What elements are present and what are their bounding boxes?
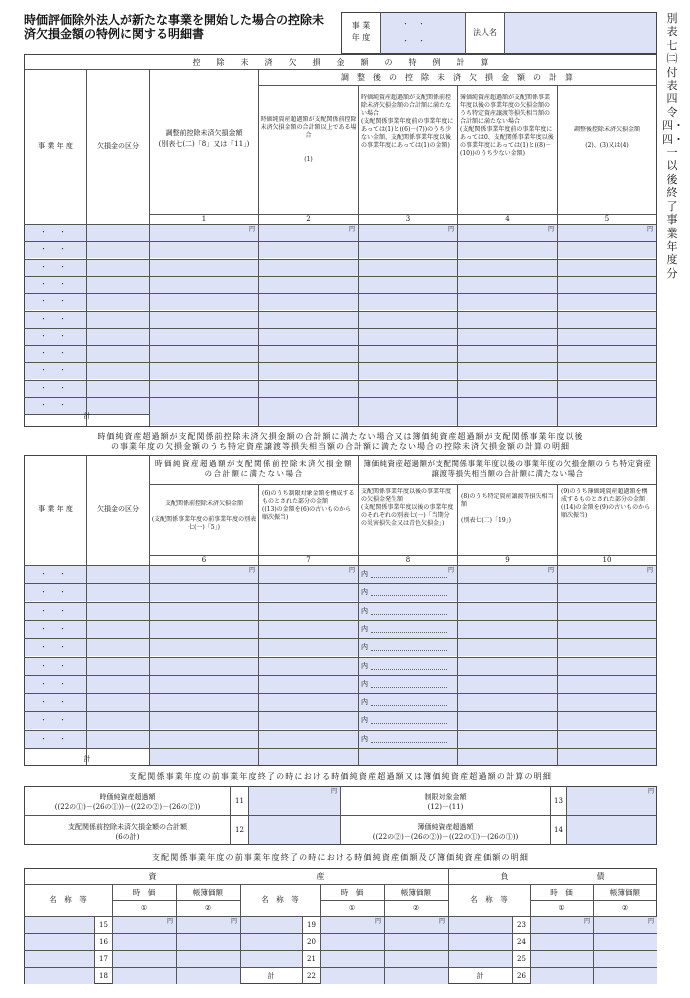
s2-kubun-cell[interactable] [87, 676, 149, 693]
total-label: 計 [267, 972, 275, 980]
s2-amount-cell[interactable] [150, 694, 258, 711]
s2-amount-cell[interactable] [458, 712, 557, 729]
meisho-header: 名 称 等 [470, 895, 508, 904]
s2-amount-cell[interactable] [558, 676, 656, 693]
s1-amount-cell[interactable] [558, 381, 656, 397]
s1-kubun-cell[interactable] [87, 277, 149, 293]
s1-kubun-cell[interactable] [87, 363, 149, 379]
s1-num3: 3 [405, 215, 411, 223]
s2-amount-cell[interactable] [558, 658, 656, 675]
date-dots: ・・ [40, 263, 78, 271]
boka-cell[interactable] [385, 934, 448, 950]
s2-total-cell[interactable] [558, 749, 656, 765]
s2-num9: 9 [505, 556, 510, 564]
naiji-mark: 内 [361, 607, 368, 615]
houjinmei-label: 法人名 [473, 28, 497, 37]
date-dots: ・・ ・・ [402, 20, 434, 45]
s1-amount-cell[interactable] [558, 225, 656, 241]
meisho-cell[interactable] [25, 917, 94, 933]
boka-header: 帳簿価額 [401, 888, 431, 897]
s2-kubun-cell[interactable] [87, 694, 149, 711]
s2-amount-cell[interactable] [150, 584, 258, 601]
yen-mark: 円 [548, 226, 555, 233]
s2-col-nendo: 事 業 年 度 [38, 505, 73, 513]
fusai-header: 負 債 [500, 872, 605, 881]
s1-amount-cell[interactable] [458, 225, 557, 241]
s2-num10: 10 [602, 556, 612, 564]
row-number: 15 [99, 921, 108, 929]
s1-amount-cell[interactable] [359, 242, 457, 258]
date-dots: ・・ [40, 384, 78, 392]
row-number: 19 [307, 921, 316, 929]
s2-total-cell[interactable] [458, 749, 557, 765]
boka-cell[interactable] [594, 968, 657, 984]
s2-amount-cell[interactable] [359, 676, 457, 693]
meisho-cell[interactable] [25, 951, 94, 967]
boka-cell[interactable] [177, 951, 240, 967]
yen-mark: 円 [448, 226, 455, 233]
yen-mark: 円 [448, 567, 455, 574]
date-dots: ・・ [40, 349, 78, 357]
row13-label: 制限対象金額 (12)－(11) [424, 793, 467, 811]
date-dots: ・・ [40, 716, 78, 724]
s1-num1: 1 [201, 215, 207, 223]
s1-amount-cell[interactable] [259, 346, 358, 362]
meisho-cell[interactable] [241, 917, 302, 933]
s1-total-cell[interactable] [259, 409, 358, 425]
jika-header: 時 価 [550, 888, 573, 897]
meisho-cell[interactable] [241, 951, 302, 967]
s1-amount-cell[interactable] [558, 242, 656, 258]
jika-cell[interactable] [113, 951, 176, 967]
s1-kubun-cell[interactable] [87, 312, 149, 328]
s1-amount-cell[interactable] [259, 225, 358, 241]
s2-kubun-cell[interactable] [87, 639, 149, 656]
form-title: 時価評価除外法人が新たな事業を開始した場合の控除未 済欠損金額の特例に関する明細書 [24, 13, 325, 41]
s2-amount-cell[interactable] [259, 566, 358, 583]
yen-mark: 円 [167, 918, 174, 925]
meisho-header: 名 称 等 [49, 895, 87, 904]
date-dots: ・・ [40, 228, 78, 236]
yen-mark: 円 [349, 226, 356, 233]
row-number: 26 [517, 972, 526, 980]
date-dots: ・・ [40, 570, 78, 578]
jika-header: 時 価 [340, 888, 364, 897]
section1-subtitle: 調 整 後 の 控 除 未 済 欠 損 金 額 の 計 算 [341, 73, 573, 82]
s2-amount-cell[interactable] [558, 621, 656, 638]
s2-amount-cell[interactable] [458, 621, 557, 638]
s2-amount-cell[interactable] [150, 658, 258, 675]
s1-amount-cell[interactable] [150, 346, 258, 362]
s1-col5-header: 調整後控除未済欠損金額 (2)、(3)又は(4) [573, 126, 640, 149]
s2-kubun-cell[interactable] [87, 603, 149, 620]
side-label: 別表七㈡付表四 令四・四・一以後終了事業年度分 [662, 12, 689, 280]
naiji-mark: 内 [361, 662, 368, 670]
naiji-mark: 内 [361, 588, 368, 596]
s2-group2: 簿価純資産超過額が支配関係事業年度以後の事業年度の欠損金額のうち特定資産譲渡等損失相当額の合計額に満たない場合 [363, 459, 652, 478]
boka-cell[interactable] [594, 951, 657, 967]
s2-col9-header: (8)のうち特定資産譲渡等損失相当額 (別表七(二)「19」) [461, 493, 554, 524]
s2-kubun-cell[interactable] [87, 712, 149, 729]
s1-col3-header: 時価純資産超過額が支配関係前控除未済欠損金額の合計額に満たない場合 (支配関係事業年度前の事業年度にあっては(1)と((6)－(7))のうち少ない金額、支配関係事業年度以後の事業年度にあっては(1)の金額) [361, 94, 454, 149]
s1-amount-cell[interactable] [558, 329, 656, 345]
s1-amount-cell[interactable] [558, 294, 656, 310]
s2-kubun-cell[interactable] [87, 584, 149, 601]
s1-total-cell[interactable] [359, 409, 457, 425]
s1-amount-cell[interactable] [150, 260, 258, 276]
s1-amount-cell[interactable] [558, 260, 656, 276]
date-dots: ・・ [40, 607, 78, 615]
s2-amount-cell[interactable] [359, 712, 457, 729]
s1-amount-cell[interactable] [150, 242, 258, 258]
s2-total-cell[interactable] [359, 749, 457, 765]
s2-amount-cell[interactable] [458, 566, 557, 583]
row13-no: 13 [554, 797, 563, 805]
s1-amount-cell[interactable] [558, 363, 656, 379]
s2-total-cell[interactable] [150, 749, 258, 765]
boka-cell[interactable] [177, 968, 240, 984]
s2-kubun-cell[interactable] [87, 621, 149, 638]
date-dots: ・・ [40, 643, 78, 651]
date-dots: ・・ [40, 297, 78, 305]
s1-total-label: 計 [83, 412, 91, 420]
row12-no: 12 [235, 826, 244, 834]
s1-amount-cell[interactable] [558, 346, 656, 362]
s2-amount-cell[interactable] [359, 603, 457, 620]
col-mark-1: ① [558, 904, 565, 912]
row12-input[interactable] [249, 816, 340, 844]
s2-kubun-cell[interactable] [87, 658, 149, 675]
s2-amount-cell[interactable] [558, 712, 656, 729]
s2-amount-cell[interactable] [359, 566, 457, 583]
s2-kubun-cell[interactable] [87, 731, 149, 748]
s2-amount-cell[interactable] [558, 639, 656, 656]
s2-amount-cell[interactable] [259, 712, 358, 729]
s2-amount-cell[interactable] [259, 658, 358, 675]
row12-label: 支配関係前控除未済欠損金額の合計額 (6の計) [68, 823, 187, 841]
yen-mark: 円 [349, 567, 356, 574]
jika-cell[interactable] [531, 951, 593, 967]
naiji-mark: 内 [361, 680, 368, 688]
date-dots: ・・ [40, 366, 78, 374]
s2-amount-cell[interactable] [150, 603, 258, 620]
s2-amount-cell[interactable] [259, 694, 358, 711]
s1-col4-header: 簿価純資産超過額が支配関係事業年度以後の事業年度の欠損金額のうち特定資産譲渡等損失相当額の合計額に満たない場合 (支配関係事業年度前の事業年度にあっては0、支配関係事業年度以後の事業年度にあっては(1)と((8)－(10))のうち少ない金額) [460, 94, 554, 157]
section2-title: 時価純資産超過額が支配関係前控除未済欠損金額の合計額に満たない場合又は簿価純資産超過額が支配関係事業年度以後 の事業年度の欠損金額のうち特定資産譲渡等損失相当額の合計額に満たない場合の控除未済欠損金額の計算の明細 [97, 432, 584, 451]
s1-num4: 4 [505, 215, 510, 223]
s1-amount-cell[interactable] [259, 294, 358, 310]
s1-kubun-cell[interactable] [87, 260, 149, 276]
row-number: 22 [307, 972, 316, 980]
s2-amount-cell[interactable] [359, 639, 457, 656]
s1-amount-cell[interactable] [359, 277, 457, 293]
shisan-header: 資 産 [148, 872, 325, 881]
s2-amount-cell[interactable] [458, 731, 557, 748]
s1-amount-cell[interactable] [458, 242, 557, 258]
row11-label: 時価純資産超過額 ((22の①)－(26の①))－((22の②)－(26の②)) [54, 793, 201, 811]
s2-amount-cell[interactable] [458, 694, 557, 711]
yen-mark: 円 [648, 918, 655, 925]
date-dots: ・・ [40, 662, 78, 670]
s2-amount-cell[interactable] [458, 603, 557, 620]
s1-amount-cell[interactable] [558, 277, 656, 293]
s1-kubun-cell[interactable] [87, 242, 149, 258]
s1-num2: 2 [306, 215, 311, 223]
date-dots: ・・ [40, 280, 78, 288]
s1-amount-cell[interactable] [359, 329, 457, 345]
yen-mark: 円 [647, 226, 654, 233]
s2-kubun-cell[interactable] [87, 566, 149, 583]
col-mark-1: ① [348, 904, 356, 912]
s1-amount-cell[interactable] [259, 242, 358, 258]
s1-amount-cell[interactable] [150, 363, 258, 379]
yen-mark: 円 [439, 918, 446, 925]
row-number: 20 [307, 938, 316, 946]
s1-amount-cell[interactable] [259, 277, 358, 293]
s1-kubun-cell[interactable] [87, 346, 149, 362]
s2-amount-cell[interactable] [259, 603, 358, 620]
boka-header: 帳簿価額 [193, 888, 223, 897]
s1-total-cell[interactable] [458, 409, 557, 425]
jigyou-nendo-label: 事 業 年 度 [351, 21, 371, 42]
s1-amount-cell[interactable] [259, 381, 358, 397]
naiji-mark: 内 [361, 625, 368, 633]
s1-amount-cell[interactable] [150, 277, 258, 293]
s2-amount-cell[interactable] [558, 731, 656, 748]
jika-cell[interactable] [321, 968, 384, 984]
s2-amount-cell[interactable] [359, 621, 457, 638]
yen-mark: 円 [375, 918, 382, 925]
jika-cell[interactable] [321, 951, 384, 967]
s2-amount-cell[interactable] [558, 566, 656, 583]
row14-input[interactable] [567, 816, 656, 844]
s1-amount-cell[interactable] [458, 294, 557, 310]
s2-amount-cell[interactable] [259, 731, 358, 748]
meisho-cell[interactable] [449, 934, 512, 950]
col-mark-2: ② [621, 904, 629, 912]
s2-amount-cell[interactable] [359, 658, 457, 675]
s1-kubun-cell[interactable] [87, 381, 149, 397]
row-number: 18 [99, 972, 108, 980]
s2-amount-cell[interactable] [259, 639, 358, 656]
s1-kubun-cell[interactable] [87, 225, 149, 241]
s2-num7: 7 [306, 556, 311, 564]
s2-amount-cell[interactable] [558, 584, 656, 601]
yen-mark: 円 [548, 567, 555, 574]
s2-amount-cell[interactable] [150, 731, 258, 748]
s2-amount-cell[interactable] [359, 694, 457, 711]
s2-amount-cell[interactable] [150, 676, 258, 693]
col-mark-2: ② [412, 904, 420, 912]
s1-amount-cell[interactable] [359, 363, 457, 379]
s2-amount-cell[interactable] [259, 584, 358, 601]
s2-amount-cell[interactable] [458, 584, 557, 601]
s1-kubun-cell[interactable] [87, 294, 149, 310]
s1-amount-cell[interactable] [558, 312, 656, 328]
s2-col8-header: 支配関係事業年度以後の事業年度の欠損金発生額 (支配関係事業年度以後の事業年度のそれぞれの別表七(一)「当期分の災害損失金又は青色欠損金」) [361, 488, 454, 527]
s1-col1-header: 調整前控除未済欠損金額 (別表七(二)「8」又は「11」) [158, 129, 250, 148]
date-dots: ・・ [40, 735, 78, 743]
s2-num8: 8 [405, 556, 411, 564]
naiji-mark: 内 [361, 698, 368, 706]
col-mark-1: ① [140, 904, 148, 912]
jika-cell[interactable] [113, 934, 176, 950]
s1-amount-cell[interactable] [359, 381, 457, 397]
s2-amount-cell[interactable] [359, 584, 457, 601]
jika-cell[interactable] [113, 968, 176, 984]
naiji-mark: 内 [361, 643, 368, 651]
s1-amount-cell[interactable] [259, 363, 358, 379]
s2-group1: 時価純資産超過額が支配関係前控除未済欠損金額の合計額に満たない場合 [155, 459, 353, 478]
s1-total-cell[interactable] [558, 409, 656, 425]
s2-amount-cell[interactable] [259, 676, 358, 693]
section4-title: 支配関係事業年度の前事業年度終了の時における時価純資産価額及び簿価純資産価額の明細 [151, 853, 530, 862]
col-mark-2: ② [204, 904, 212, 912]
boka-cell[interactable] [385, 951, 448, 967]
s2-amount-cell[interactable] [359, 731, 457, 748]
s2-num6: 6 [201, 556, 207, 564]
s2-amount-cell[interactable] [458, 676, 557, 693]
row13-input[interactable] [567, 787, 656, 815]
s2-col-kubun: 欠損金の区分 [97, 505, 139, 513]
boka-cell[interactable] [385, 968, 448, 984]
row-number: 16 [99, 938, 108, 946]
houjinmei-input[interactable] [505, 13, 656, 53]
s1-amount-cell[interactable] [458, 363, 557, 379]
date-dots: ・・ [40, 698, 78, 706]
naiji-mark: 内 [361, 716, 368, 724]
s2-total-label: 計 [83, 755, 91, 763]
s1-amount-cell[interactable] [458, 346, 557, 362]
date-dots: ・・ [40, 245, 78, 253]
s1-amount-cell[interactable] [150, 381, 258, 397]
yen-mark: 円 [647, 567, 654, 574]
s1-amount-cell[interactable] [150, 294, 258, 310]
yen-mark: 円 [231, 918, 238, 925]
naiji-mark: 内 [361, 570, 368, 578]
row-number: 25 [517, 955, 526, 963]
s2-amount-cell[interactable] [458, 658, 557, 675]
s1-total-cell[interactable] [150, 409, 258, 425]
s1-amount-cell[interactable] [359, 260, 457, 276]
s2-amount-cell[interactable] [150, 712, 258, 729]
row-number: 24 [517, 938, 526, 946]
s2-col10-header: (9)のうち簿価純資産超過額を構成するものとされた部分の金額 ((14)の金額を(9)の古いものから順次振当) [561, 488, 651, 519]
row-number: 17 [99, 955, 108, 963]
meisho-cell[interactable] [25, 934, 94, 950]
s1-col-kubun: 欠損金の区分 [97, 142, 139, 150]
s2-amount-cell[interactable] [558, 603, 656, 620]
date-dots: ・・ [40, 315, 78, 323]
s2-amount-cell[interactable] [558, 694, 656, 711]
s1-amount-cell[interactable] [458, 312, 557, 328]
section3-title: 支配関係事業年度の前事業年度終了の時における時価純資産超過額又は簿価純資産超過額の計算の明細 [128, 772, 553, 781]
s1-col2-header: 時価純資産超過額が支配関係前控除未済欠損金額の合計額以上である場合 (1) [260, 116, 357, 163]
date-dots: ・・ [40, 625, 78, 633]
yen-mark: 円 [584, 918, 591, 925]
s1-amount-cell[interactable] [150, 312, 258, 328]
jika-cell[interactable] [321, 934, 384, 950]
s1-amount-cell[interactable] [458, 329, 557, 345]
row11-input[interactable] [249, 787, 340, 815]
s1-amount-cell[interactable] [458, 277, 557, 293]
s2-total-cell[interactable] [259, 749, 358, 765]
s2-col7-header: (6)のうち制限対象金額を構成するものとされた部分の金額 ((13)の金額を(6)の古いものから順次振当) [262, 490, 355, 521]
date-dots: ・・ [40, 680, 78, 688]
boka-cell[interactable] [177, 934, 240, 950]
section1-title: 控 除 未 済 欠 損 金 額 の 特 例 計 算 [192, 58, 489, 67]
naiji-mark: 内 [361, 735, 368, 743]
s2-amount-cell[interactable] [458, 639, 557, 656]
s1-num5: 5 [604, 215, 610, 223]
meisho-cell[interactable] [449, 917, 512, 933]
date-dots: ・・ [40, 588, 78, 596]
s1-amount-cell[interactable] [150, 225, 258, 241]
s2-amount-cell[interactable] [259, 621, 358, 638]
date-dots: ・・ [40, 332, 78, 340]
s1-amount-cell[interactable] [359, 346, 457, 362]
s1-amount-cell[interactable] [259, 312, 358, 328]
s1-amount-cell[interactable] [259, 260, 358, 276]
boka-cell[interactable] [594, 934, 657, 950]
date-dots: ・・ [40, 401, 78, 409]
s1-kubun-cell[interactable] [87, 329, 149, 345]
boka-header: 帳簿価額 [610, 888, 640, 897]
s2-amount-cell[interactable] [150, 566, 258, 583]
row14-no: 14 [554, 826, 563, 834]
row-number: 21 [307, 955, 316, 963]
s2-amount-cell[interactable] [150, 621, 258, 638]
s1-amount-cell[interactable] [259, 329, 358, 345]
yen-mark: 円 [249, 567, 256, 574]
jika-header: 時 価 [132, 888, 156, 897]
s1-amount-cell[interactable] [359, 294, 457, 310]
s1-amount-cell[interactable] [458, 260, 557, 276]
s1-col-nendo: 事 業 年 度 [38, 142, 73, 150]
jika-cell[interactable] [531, 934, 593, 950]
meisho-cell[interactable] [25, 968, 94, 984]
yen-mark: 円 [249, 226, 256, 233]
row14-label: 簿価純資産超過額 ((22の②)－(26の②))－((22の①)－(26の①)) [372, 823, 519, 841]
s2-col6-header: 支配関係前控除未済欠損金額 (支配関係事業年度の前事業年度の別表七(一)「5」) [151, 500, 257, 531]
s1-amount-cell[interactable] [359, 225, 457, 241]
meisho-cell[interactable] [241, 934, 302, 950]
s1-amount-cell[interactable] [150, 329, 258, 345]
row11-no: 11 [235, 797, 244, 805]
s1-amount-cell[interactable] [458, 381, 557, 397]
total-label: 計 [476, 972, 484, 980]
s1-amount-cell[interactable] [359, 312, 457, 328]
jika-cell[interactable] [531, 968, 593, 984]
meisho-header: 名 称 等 [261, 895, 299, 904]
row-number: 23 [517, 921, 526, 929]
s2-amount-cell[interactable] [150, 639, 258, 656]
meisho-cell[interactable] [449, 951, 512, 967]
